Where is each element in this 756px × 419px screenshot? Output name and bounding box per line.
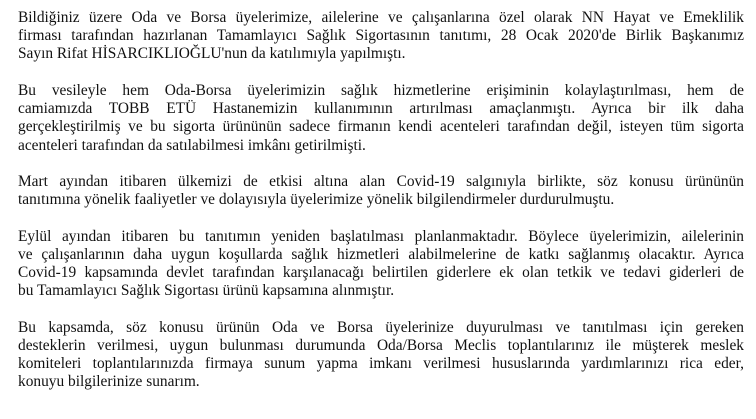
text-line: camiamızda TOBB ETÜ Hastanemizin kullanımının artırılması amaçlanmıştı. Ayrıca bir ilk daha [18,100,744,118]
text-line: bu Tamamlayıcı Sağlık Sigortası ürünü kapsamına alınmıştır. [18,282,395,300]
text-line: Mart ayından itibaren ülkemizi de etkisi altına alan Covid-19 salgınıyla birlikte, söz konusu ürününün [18,173,744,191]
paragraph-introduction [18,9,744,64]
text-line: komiteleri toplantılarınızda firmaya sunum yapma imkanı verilmesi hususlarında yardımlarınızı rica eder, [18,355,744,373]
text-line: Bildiğiniz üzere Oda ve Borsa üyelerimize, ailelerine ve çalışanlarına özel olarak NN Hayat ve Emeklilik [18,9,744,26]
text-line: firması tarafından hazırlanan Tamamlayıcı Sağlık Sigortasının tanıtımı, 28 Ocak 2020'de Birlik Başkanımız [18,27,744,45]
text-line: acenteleri tarafından da satılabilmesi imkânı getirilmişti. [18,136,366,154]
text-line: Covid-19 kapsamında devlet tarafından karşılanacağı belirtilen giderlere ek olan tetkik ve tedavi giderleri de [18,264,744,282]
paragraph-purpose [18,82,744,155]
text-line: tanıtımına yönelik faaliyetler ve dolayısıyla üyelerimize yönelik bilgilendirmeler durdurulmuştu. [18,191,615,209]
text-line: Bu vesileyle hem Oda-Borsa üyelerimizin sağlık hizmetlerine erişiminin kolaylaştırılması, hem de [18,81,744,99]
text-line: Eylül ayından itibaren bu tanıtımın yeniden başlatılması planlanmaktadır. Böylece üyelerimizin, ailelerinin [18,227,744,245]
paragraph-covid-pause [18,173,744,209]
text-line: Sayın Rifat HİSARCIKLIOĞLU'nun da katılımıyla yapılmıştı. [18,45,406,63]
paragraph-request [18,319,744,392]
paragraph-relaunch [18,228,744,301]
letter-body [18,9,744,392]
text-line: ve çalışanlarının daha uygun koşullarda sağlık hizmetleri alabilmelerine de katkı sağlanmış olacaktır. Ayrıca [18,245,744,263]
text-line: desteklerin verilmesi, uygun bulunması durumunda Oda/Borsa Meclis toplantılarınız ile müşterek meslek [18,337,744,355]
text-line: konuyu bilgilerinize sunarım. [18,373,200,391]
text-line: Bu kapsamda, söz konusu ürünün Oda ve Borsa üyelerinize duyurulması ve tanıtılması için gereken [18,318,744,336]
text-line: gerçekleştirilmiş ve bu sigorta ürününün sadece firmanın kendi acenteleri tarafından değil, isteyen tüm sigorta [18,118,744,136]
